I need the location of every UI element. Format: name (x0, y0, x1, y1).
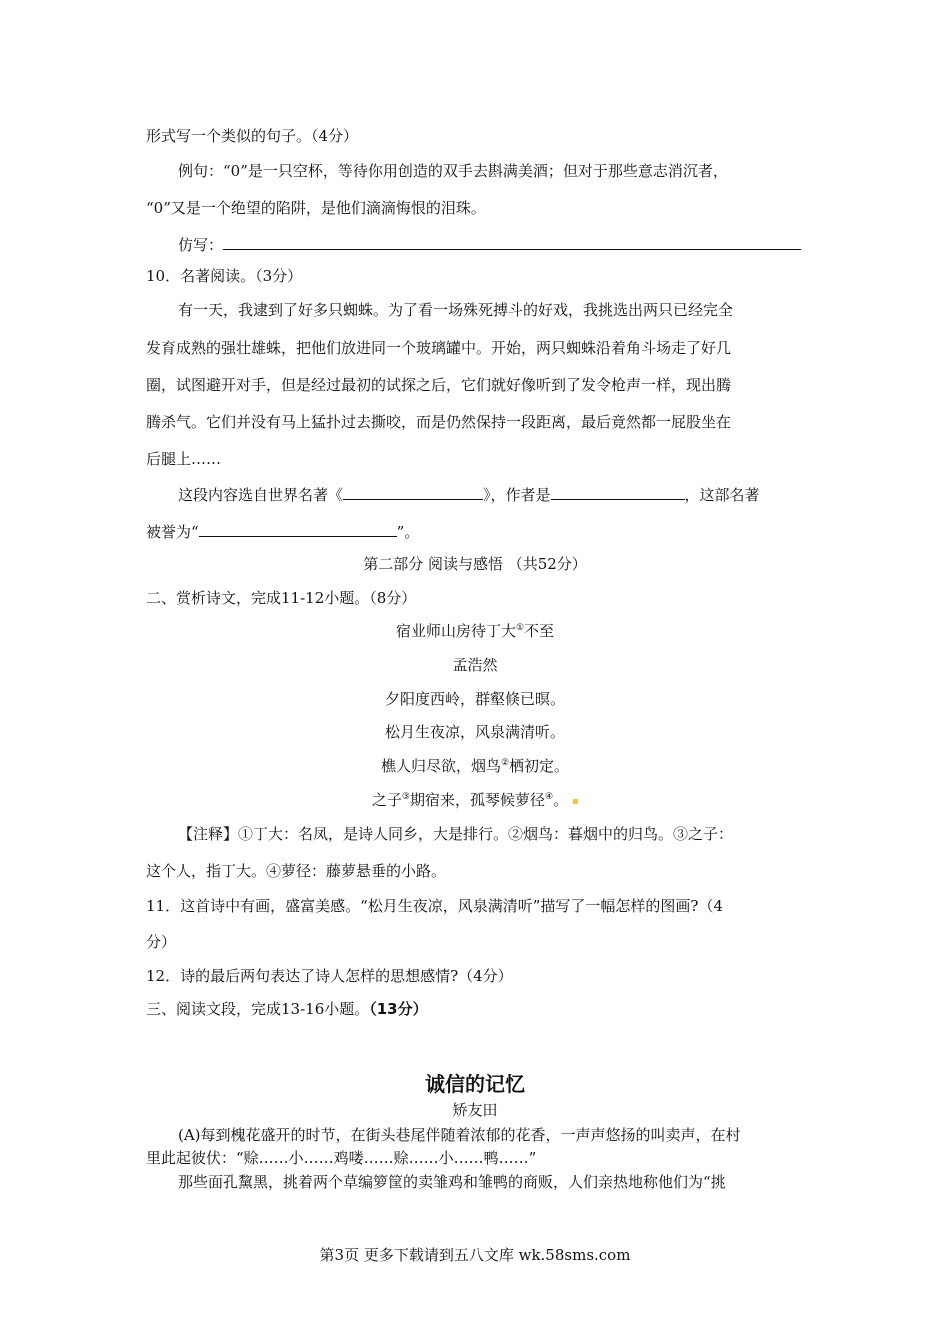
section3-score: （13分） (369, 1000, 428, 1018)
q10-book-blank[interactable] (343, 483, 483, 500)
q10-fill-text: ”。 (396, 523, 420, 541)
article-author: 矫友田 (452, 1101, 498, 1119)
article-p1-line1: (A)每到槐花盛开的时节，在街头巷尾伴随着浓郁的花香，一声声悠扬的叫卖声，在村 (178, 1126, 741, 1144)
q10-fill-text: 这段内容选自世界名著《 (178, 486, 344, 504)
q10-fill-row2 (146, 520, 419, 542)
highlight-marker (573, 799, 578, 804)
poem-line-text: 。 (553, 791, 569, 809)
part2-heading: 第二部分 阅读与感悟 （共52分） (363, 555, 587, 573)
footnote-mark: ④ (545, 792, 554, 802)
q10-fill-row (178, 483, 760, 505)
q9-intro-tail: 形式写一个类似的句子。（4分） (146, 127, 359, 145)
poem-author: 孟浩然 (452, 656, 498, 674)
footnote-mark: ② (500, 758, 510, 768)
q10-praise-blank[interactable] (199, 520, 397, 537)
section2-heading: 二、赏析诗文，完成11-12小题。（8分） (146, 589, 417, 607)
poem-line-text: 栖初定。 (509, 757, 570, 775)
poem-title-text: 不至 (524, 622, 555, 640)
poem-line: 夕阳度西岭，群壑倏已暝。 (384, 690, 565, 708)
article-title: 诚信的记忆 (425, 1072, 525, 1096)
q9-imitate-row (178, 233, 801, 255)
footnote-mark: ③ (401, 792, 410, 802)
q12: 12．诗的最后两句表达了诗人怎样的思想感情?（4分） (146, 967, 513, 985)
q9-example-line2: “0”又是一个绝望的陷阱，是他们滴滴悔恨的泪珠。 (146, 199, 486, 217)
q10-passage-line: 有一天，我逮到了好多只蜘蛛。为了看一场殊死搏斗的好戏，我挑选出两只已经完全 (178, 301, 734, 319)
q10-passage-line: 腾杀气。它们并没有马上猛扑过去撕咬，而是仍然保持一段距离，最后竟然都一屁股坐在 (146, 413, 732, 431)
article-p1-line2: 里此起彼伏：“赊……小……鸡喽……赊……小……鸭……” (146, 1149, 537, 1167)
q9-example-line1: 例句：“0”是一只空杯，等待你用创造的双手去斟满美酒；但对于那些意志消沉者， (178, 162, 728, 180)
section3-heading-text: 三、阅读文段，完成13-16小题。 (146, 1000, 370, 1018)
poem-title (0, 621, 950, 641)
poem-title-text: 宿业师山房待丁大 (395, 622, 516, 640)
q10-passage-line: 圈，试图避开对手，但是经过最初的试探之后，它们就好像听到了发令枪声一样，现出腾 (146, 376, 732, 394)
footnote-mark: ① (515, 623, 525, 633)
poem-line: 松月生夜凉，风泉满清听。 (384, 723, 565, 741)
poem-notes-line2: 这个人，指丁大。④萝径：藤萝悬垂的小路。 (146, 862, 447, 880)
poem-notes-line1: 【注释】①丁大：名凤，是诗人同乡，大是排行。②烟鸟：暮烟中的归鸟。③之子： (178, 825, 734, 843)
q10-passage-line: 后腿上…… (146, 450, 222, 468)
section3-heading (146, 999, 428, 1019)
page-footer: 第3页 更多下载请到五八文库 wk.58sms.com (319, 1246, 631, 1264)
q10-heading: 10．名著阅读。（3分） (146, 267, 303, 285)
q9-answer-blank[interactable] (223, 233, 801, 250)
q9-imitate-label: 仿写： (178, 236, 224, 254)
poem-line-text: 期宿来，孤琴候萝径 (409, 791, 545, 809)
poem-line (0, 790, 950, 810)
poem-line-text: 樵人归尽欲，烟鸟 (380, 757, 501, 775)
poem-line (0, 756, 950, 776)
q10-author-blank[interactable] (551, 483, 685, 500)
q10-fill-text: 》，作者是 (483, 486, 551, 504)
q10-fill-text: ，这部名著 (684, 486, 760, 504)
q10-passage-line: 发育成熟的强壮雄蛛，把他们放进同一个玻璃罐中。开始，两只蜘蛛沿着角斗场走了好几 (146, 339, 732, 357)
q10-fill-text: 被誉为“ (146, 523, 199, 541)
q11-line1: 11．这首诗中有画，盛富美感。“松月生夜凉，风泉满清听”描写了一幅怎样的图画?（4 (146, 897, 724, 915)
article-p2-line1: 那些面孔黧黑，挑着两个草编箩筐的卖雏鸡和雏鸭的商贩，人们亲热地称他们为“挑 (178, 1173, 726, 1191)
q11-line2: 分） (146, 933, 177, 951)
poem-line-text: 之子 (371, 791, 402, 809)
